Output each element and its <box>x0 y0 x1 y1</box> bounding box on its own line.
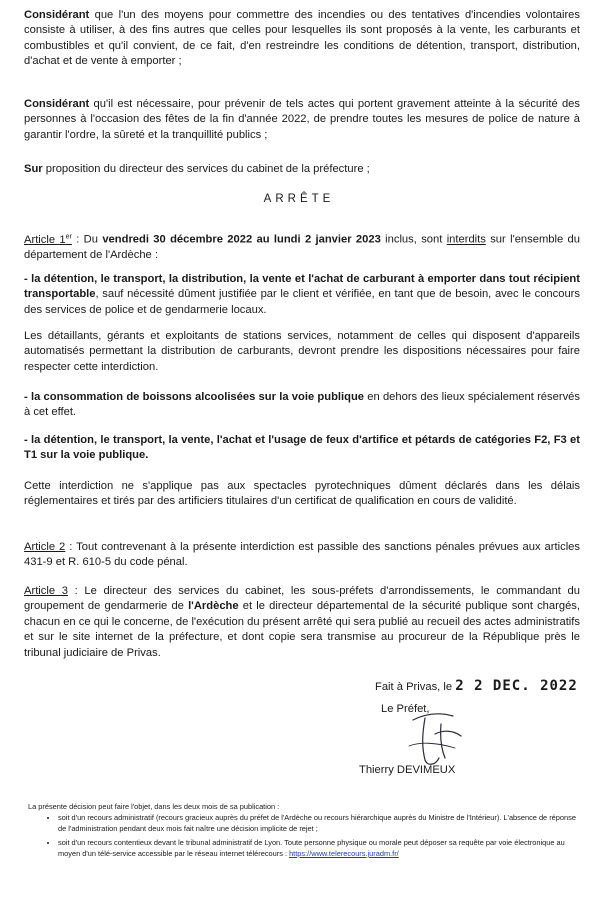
proposition-text: proposition du directeur des services du cabinet de la préfecture ; <box>42 163 370 175</box>
signature-place-text: Fait à Privas, le <box>375 681 453 693</box>
article-3-ardeche: l'Ardèche <box>188 600 239 613</box>
article-1-label <box>24 234 72 246</box>
detaillants-paragraph: Les détaillants, gérants et exploitants de stations services, notamment de celles qui disposent d'appareils automatisés permettant la distribution de carburants, devront prendre les dispositions nécessaires pour faire respecter cette interdiction. <box>24 330 580 373</box>
article-2-label: Article 2 <box>24 541 66 553</box>
footer-item-recours-contentieux-text: soit d'un recours contentieux devant le tribunal administratif de Lyon. Toute personne physique ou morale peut déposer sa requête par voie électronique au moyen d'un télé-service accessible par le réseau internet télérecours : <box>58 838 565 858</box>
article-1-label-text: Article 1 <box>24 233 66 246</box>
article-1-inclus: inclus, sont <box>380 233 447 246</box>
article-1-interdits: interdits <box>446 233 486 246</box>
signature-place <box>375 678 578 694</box>
article-2 <box>24 540 580 571</box>
item-artifice <box>24 433 580 464</box>
footer-intro: La présente décision peut faire l'objet, dans les deux mois de sa publication : <box>28 802 280 811</box>
considerant-1 <box>24 8 580 70</box>
signature-role: Le Préfet, <box>381 703 430 715</box>
considerant-1-lead: Considérant <box>24 9 90 21</box>
date-stamp: 2 2 DEC. 2022 <box>455 678 578 694</box>
signatory-name: Thierry DEVIMEUX <box>359 764 456 776</box>
article-3-text-2: et le directeur départemental de la sécurité publique sont chargés, chacun en ce qui le concerne, de l'exécution du présent arrêté qui sera publié au recueil des actes administratifs et sur le site internet de la préfecture, et dont copie sera transmise au procureur de la République près le tribunal judiciaire de Privas. <box>24 600 580 659</box>
item-alcool-bold: - la consommation de boissons alcoolisées sur la voie publique <box>24 391 365 403</box>
article-1 <box>24 229 580 264</box>
considerant-2-text: qu'il est nécessaire, pour prévenir de tels actes qui portent gravement atteinte à la sécurité des personnes à l'occasion des fêtes de la fin d'année 2022, de prendre toutes les mesures de police de nature à garantir l'ordre, la sûreté et la tranquillité publics ; <box>24 98 580 141</box>
proposition-lead: Sur <box>24 163 43 175</box>
handwritten-signature <box>395 708 485 770</box>
telerecours-link[interactable]: https://www.telerecours.juradm.fr/ <box>289 849 399 858</box>
article-3 <box>24 584 580 661</box>
item-carburant <box>24 272 580 318</box>
item-alcool-text: en dehors des lieux spécialement réservés à cet effet. <box>24 391 580 419</box>
considerant-2-lead: Considérant <box>24 98 90 110</box>
item-alcool <box>24 390 580 421</box>
article-3-label: Article 3 <box>24 585 68 597</box>
considerant-2 <box>24 97 580 143</box>
footer-item-recours-contentieux <box>58 837 580 859</box>
article-2-text: : Tout contrevenant à la présente interdiction est passible des sanctions pénales prévues aux articles 431-9 et R. 610-5 du code pénal. <box>24 541 580 569</box>
article-3-text-1: : Le directeur des services du cabinet, les sous-préfets d'arrondissements, le commandant du groupement de gendarmerie de <box>24 585 580 613</box>
footer-item-recours-administratif: • soit d'un recours administratif (recours gracieux auprès du préfet de l'Ardèche ou recours hiérarchique auprès du Ministre de l'Intérieur). L'absence de réponse de l'administration pendant deux mois fait naître une décision implicite de rejet ; <box>58 812 580 834</box>
item-artifice-bold: - la détention, le transport, la vente, l'achat et l'usage de feux d'artifice et pétards de catégories F2, F3 et T1 sur la voie publique. <box>24 434 580 462</box>
article-1-sep: : Du <box>71 233 103 246</box>
footer-list <box>28 812 580 859</box>
decree-title: ARRÊTE <box>263 193 335 205</box>
article-1-date-range: vendredi 30 décembre 2022 au lundi 2 janvier 2023 <box>102 233 381 246</box>
recours-footer <box>28 801 580 862</box>
item-carburant-text: , sauf nécessité dûment justifiée par le client et vérifiée, en tant que de besoin, avec le concours des services de police et de gendarmerie locaux. <box>24 288 580 316</box>
proposition <box>24 162 580 177</box>
article-1-rest: sur l'ensemble du département de l'Ardèche : <box>24 233 581 262</box>
considerant-1-text: que l'un des moyens pour commettre des incendies ou des tentatives d'incendies volontaires consiste à utiliser, à des fins autres que celles pour lesquelles ils sont proposés à la vente, les carburants et combustibles et qu'il convient, de ce fait, d'en restreindre les conditions de détention, transport, distribution, d'achat et de vente à emporter ; <box>24 9 580 68</box>
article-1-label-sup: er <box>65 233 72 240</box>
exception-paragraph: Cette interdiction ne s'applique pas aux spectacles pyrotechniques dûment déclarés dans les délais réglementaires et tirés par des artificiers titulaires d'un certificat de qualification en cours de validité. <box>24 480 580 508</box>
item-carburant-bold: - la détention, le transport, la distribution, la vente et l'achat de carburant à emporter dans tout récipient transportable <box>24 273 580 301</box>
